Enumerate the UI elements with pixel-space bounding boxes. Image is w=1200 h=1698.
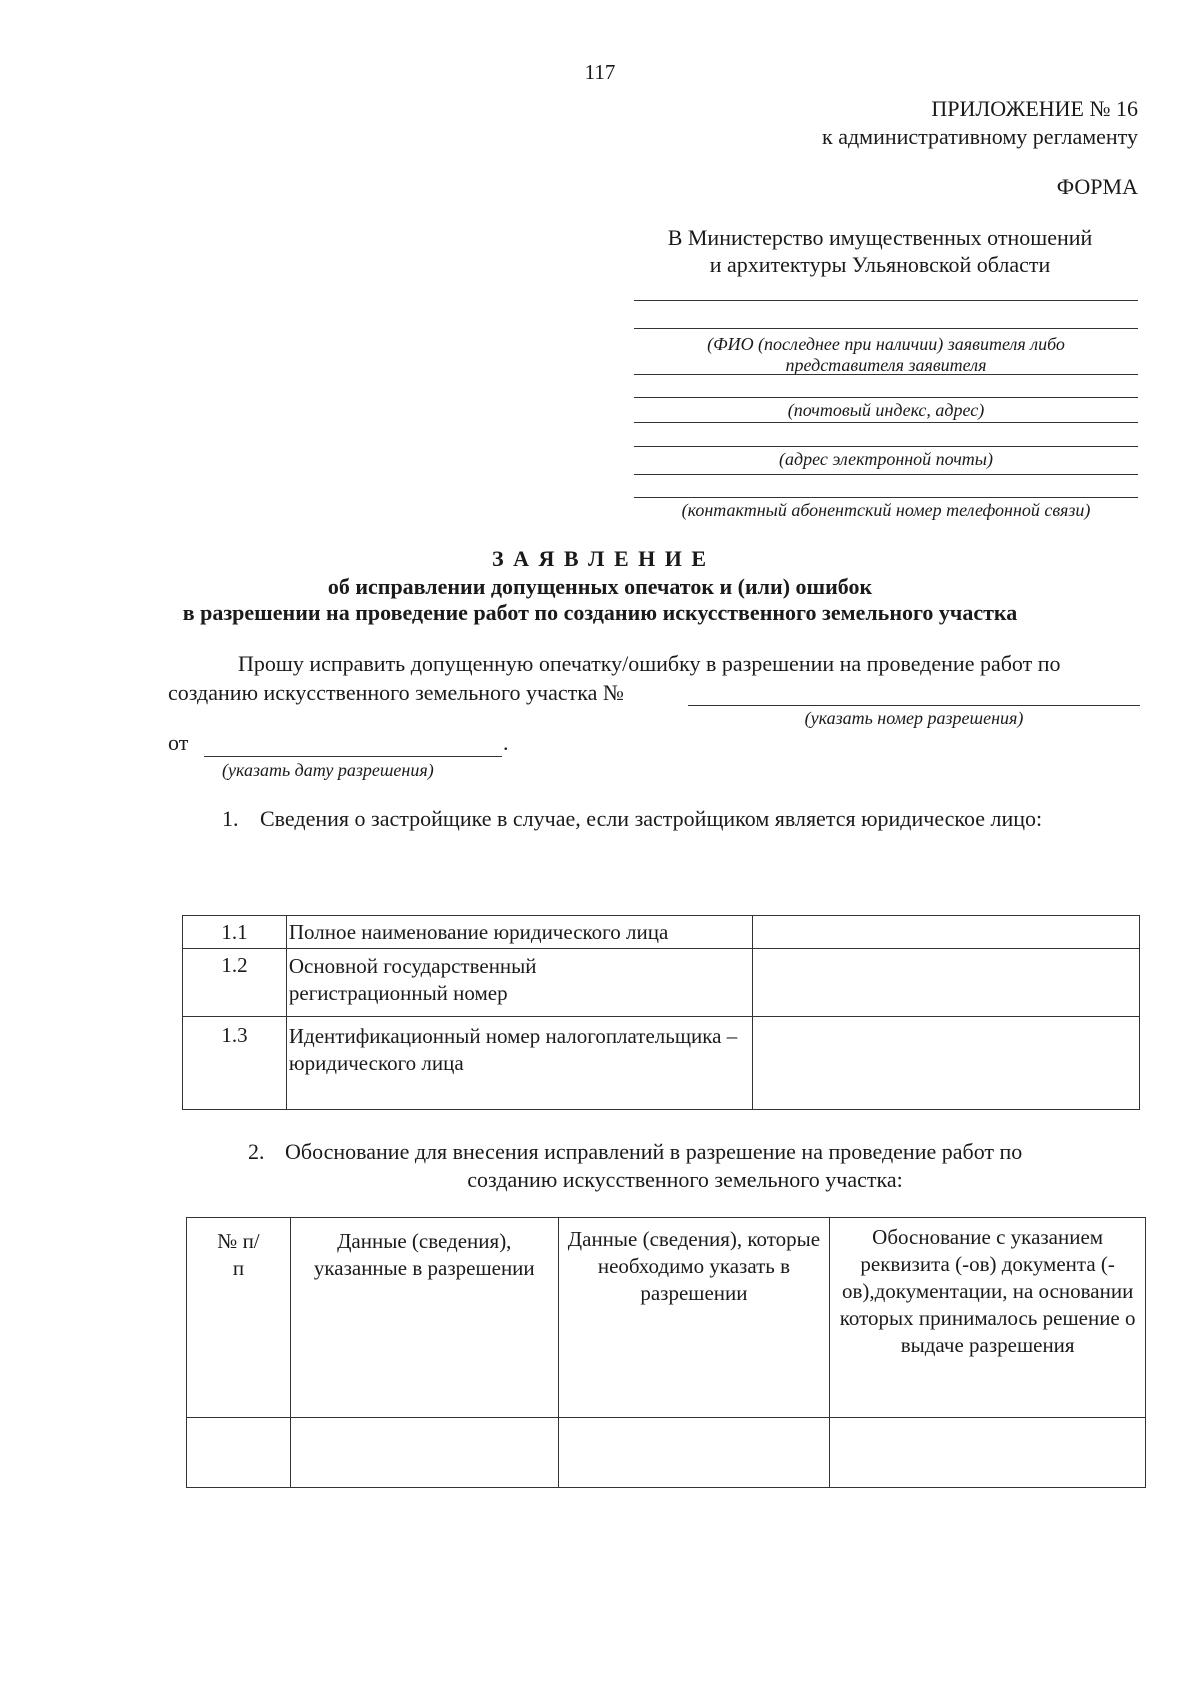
- request-text-line-1: Прошу исправить допущенную опечатку/ошибку в разрешении на проведение работ по: [238, 651, 1061, 676]
- row-value-field[interactable]: [752, 949, 1139, 1017]
- column-header-required-data: Данные (сведения), которые необходимо указать в разрешении: [558, 1218, 830, 1418]
- applicant-name-line-2[interactable]: [634, 328, 1138, 329]
- permit-number-field[interactable]: [688, 683, 1140, 706]
- section-1-number: 1.: [222, 806, 239, 831]
- corrections-table: [186, 1217, 1146, 1488]
- row-number: 1.2: [183, 949, 287, 1017]
- section-1-heading: Сведения о застройщике в случае, если застройщиком является юридическое лицо:: [260, 806, 1043, 831]
- appendix-subtitle: к административному регламенту: [822, 124, 1138, 149]
- permit-date-caption: (указать дату разрешения): [222, 760, 434, 780]
- row-number: 1.1: [183, 916, 287, 949]
- page-number: 117: [584, 60, 616, 84]
- cell-justification[interactable]: [830, 1418, 1146, 1488]
- row-value-field[interactable]: [752, 916, 1139, 949]
- applicant-address-caption: (почтовый индекс, адрес): [787, 400, 985, 420]
- applicant-phone-line-2[interactable]: [634, 497, 1138, 498]
- column-header-number: № п/п: [187, 1218, 291, 1418]
- applicant-address-line-1[interactable]: [634, 374, 1138, 375]
- from-label: от: [168, 730, 189, 755]
- applicant-name-caption-1: (ФИО (последнее при наличии) заявителя либо: [707, 334, 1065, 354]
- row-label: Основной государственный регистрационный номер: [286, 949, 752, 1017]
- appendix-title: ПРИЛОЖЕНИЕ № 16: [931, 96, 1138, 121]
- applicant-name-line-1[interactable]: [634, 300, 1138, 301]
- applicant-phone-caption: (контактный абонентский номер телефонной связи): [681, 500, 1091, 520]
- cell-number[interactable]: [187, 1418, 291, 1488]
- row-label: Идентификационный номер налогоплательщика – юридического лица: [286, 1017, 752, 1110]
- permit-number-caption: (указать номер разрешения): [804, 708, 1024, 728]
- document-subtitle-2: в разрешении на проведение работ по созданию искусственного земельного участка: [182, 600, 1018, 625]
- applicant-email-line-2[interactable]: [634, 446, 1138, 447]
- applicant-email-caption: (адрес электронной почты): [779, 449, 993, 469]
- permit-date-field[interactable]: [204, 734, 502, 757]
- document-subtitle-1: об исправлении допущенных опечаток и (или) ошибок: [327, 574, 873, 599]
- table-header-row: [187, 1218, 1146, 1418]
- applicant-phone-line-1[interactable]: [634, 474, 1138, 475]
- form-label: ФОРМА: [1056, 174, 1138, 199]
- applicant-email-line-1[interactable]: [634, 422, 1138, 423]
- applicant-address-line-2[interactable]: [634, 397, 1138, 398]
- row-label: Полное наименование юридического лица: [286, 916, 752, 949]
- column-header-justification: Обоснование с указанием реквизита (-ов) документа (-ов),документации, на основании которых принималось решение о выдаче разрешения: [830, 1218, 1146, 1418]
- table-row: [183, 916, 1140, 949]
- section-2-heading-2: созданию искусственного земельного участка:: [467, 1167, 903, 1192]
- request-text-line-2: созданию искусственного земельного участка №: [168, 680, 624, 705]
- table-row: [183, 949, 1140, 1017]
- column-header-current-data: Данные (сведения), указанные в разрешении: [290, 1218, 558, 1418]
- row-number: 1.3: [183, 1017, 287, 1110]
- addressee-line-1: В Министерство имущественных отношений: [667, 225, 1093, 250]
- row-value-field[interactable]: [752, 1017, 1139, 1110]
- cell-required-data[interactable]: [558, 1418, 830, 1488]
- table-row: [187, 1418, 1146, 1488]
- date-period: .: [503, 730, 509, 755]
- section-2-number: 2.: [248, 1139, 265, 1164]
- legal-entity-table: [182, 915, 1140, 1110]
- cell-current-data[interactable]: [290, 1418, 558, 1488]
- table-row: [183, 1017, 1140, 1110]
- document-title: З А Я В Л Е Н И Е: [491, 546, 709, 571]
- applicant-name-caption-2: представителя заявителя: [785, 355, 987, 375]
- section-2-heading-1: Обоснование для внесения исправлений в разрешение на проведение работ по: [285, 1139, 1023, 1164]
- addressee-line-2: и архитектуры Ульяновской области: [709, 252, 1051, 277]
